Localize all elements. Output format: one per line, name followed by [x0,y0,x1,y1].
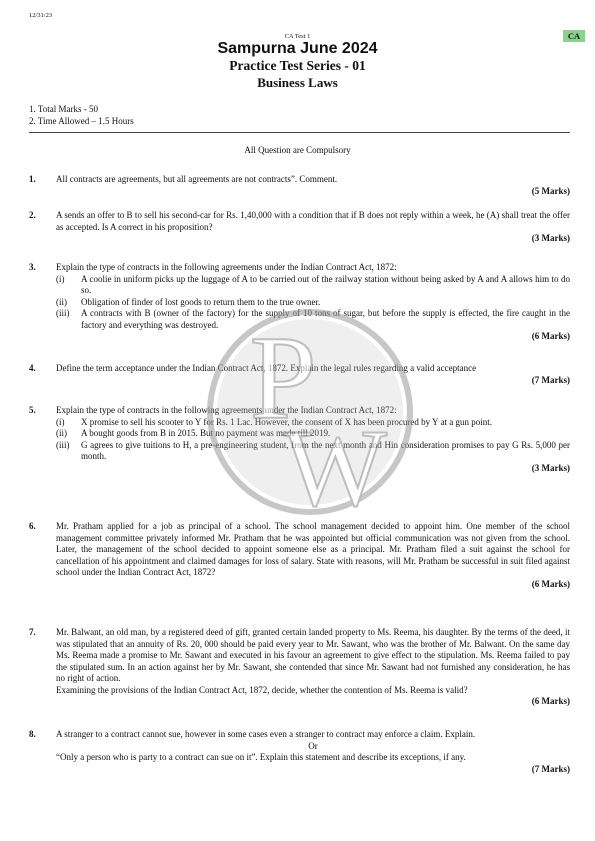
question-1 [29,174,570,197]
sub-question-label: (iii) [56,308,70,318]
sub-question-text: X promise to sell his scooter to Y for Rs. 1 Lac. However, the consent of X has been procured by Y at a gun point. [81,416,492,427]
sub-question-label: (i) [56,273,65,284]
subject-title: Business Laws [257,75,338,90]
question-3 [29,262,570,343]
question-text-continued: Examining the provisions of the Indian Contract Act, 1872, decide, whether the contention of Ms. Reema is valid? [56,684,468,695]
question-text: A stranger to a contract cannot sue, however in some cases even a stranger to contract may enforce a claim. Explain. [56,729,476,739]
question-5 [29,405,570,474]
test-label: CA Test 1 [284,33,311,40]
question-text: A sends an offer to B to sell his second-car for Rs. 1,40,000 with a condition that if B does not reply within a week, he (A) shall treat the offer as accepted. Is A correct in his proposition? [56,210,570,232]
sub-question-label: (i) [56,416,65,427]
question-text: Mr. Pratham applied for a job as principal of a school. The school management decided to appoint him. One member of the school management committee privately informed Mr. Pratham that he was appointed but official communication was not given from the school. Later, the management of the school decided to appoint someone else as a principal. Mr. Pratham filed a suit against the school for cancellation of his appointment and claimed damages for loss of salary. State with reasons, will Mr. Pratham be successful in suit filed against school under the Indian Contract Act, 1872? [56,521,570,577]
sub-question [56,428,570,440]
question-number: 5. [29,405,36,415]
question-6 [29,521,570,590]
header-divider [29,132,570,133]
watermark-letter-w: W [283,407,387,529]
sub-question-label: (ii) [56,428,67,438]
sub-question-text: Obligation of finder of lost goods to return them to the true owner. [81,296,321,307]
question-number: 2. [29,210,36,220]
sub-question-text: A bought goods from B in 2015. But no payment was made till 2019. [81,428,331,438]
instructions: All Question are Compulsory [244,145,351,155]
question-number: 7. [29,627,36,637]
question-text: All contracts are agreements, but all agreements are not contracts”. Comment. [56,174,338,184]
time-allowed: 2. Time Allowed – 1.5 Hours [29,116,134,126]
print-date: 12/31/23 [29,12,53,19]
question-marks: (6 Marks) [531,578,570,589]
question-2 [29,210,570,245]
sub-question [56,274,570,297]
question-text: Mr. Balwant, an old man, by a registered deed of gift, granted certain landed property to Ms. Reema, his daughter. By the terms of the deed, it was stipulated that an annuity of Rs. 20, 000 should be paid every year to Mr. Sawant, who was the brother of Mr. Balwant. On the same day Ms. Reema made a promise to Mr. Sawant and executed in his favour an agreement to give effect to the stipulation. Ms. Reema failed to pay the stipulated sum. In an action against her by Mr. Sawant, she contended that since Mr. Sawant had not furnished any consideration, he has no right of action. [56,627,570,683]
question-text: Define the term acceptance under the Indian Contract Act, 1872. Explain the legal rules regarding a valid acceptance [56,363,477,373]
sub-question-label: (iii) [56,439,70,450]
sub-question [56,417,570,429]
question-text: Explain the type of contracts in the following agreements under the Indian Contract Act, 1872: [56,262,397,272]
question-text-alternative: “Only a person who is party to a contract can sue on it”. Explain this statement and describe its exceptions, if any. [56,752,466,762]
question-number: 6. [29,521,36,531]
question-number: 8. [29,729,36,739]
sub-question [56,297,570,309]
or-separator: Or [308,740,318,751]
question-8 [29,729,570,775]
sub-question [56,440,570,463]
question-marks: (3 Marks) [531,233,570,243]
question-marks: (6 Marks) [531,331,570,341]
question-marks: (5 Marks) [531,185,570,196]
watermark-letter-p: P [249,311,317,444]
page-subtitle: Practice Test Series - 01 [229,58,366,73]
question-marks: (7 Marks) [531,763,570,774]
sub-question-text: G agrees to give tuitions to H, a pre-engineering student, from the next month and Hin consideration promises to pay G Rs. 5,000 per month. [81,439,570,461]
page-title: Sampurna June 2024 [217,40,378,57]
question-text: Explain the type of contracts in the following agreements under the Indian Contract Act, 1872: [56,405,397,415]
ca-badge: CA [563,30,585,42]
sub-question-text: A coolie in uniform picks up the luggage of A to be carried out of the railway station without being asked by A and A allows him to do so. [81,273,570,295]
sub-question-text: A contracts with B (owner of the factory) for the supply of 10 tons of sugar, but before the supply is effected, the fire caught in the factory and everything was destroyed. [81,308,570,330]
question-marks: (7 Marks) [531,374,570,385]
question-4 [29,363,570,386]
question-number: 3. [29,262,36,272]
question-7 [29,627,570,708]
total-marks: 1. Total Marks - 50 [29,104,98,114]
sub-question-label: (ii) [56,296,67,307]
question-number: 1. [29,174,36,184]
question-marks: (6 Marks) [531,696,570,706]
question-number: 4. [29,363,36,373]
sub-question [56,308,570,331]
question-marks: (3 Marks) [531,462,570,473]
